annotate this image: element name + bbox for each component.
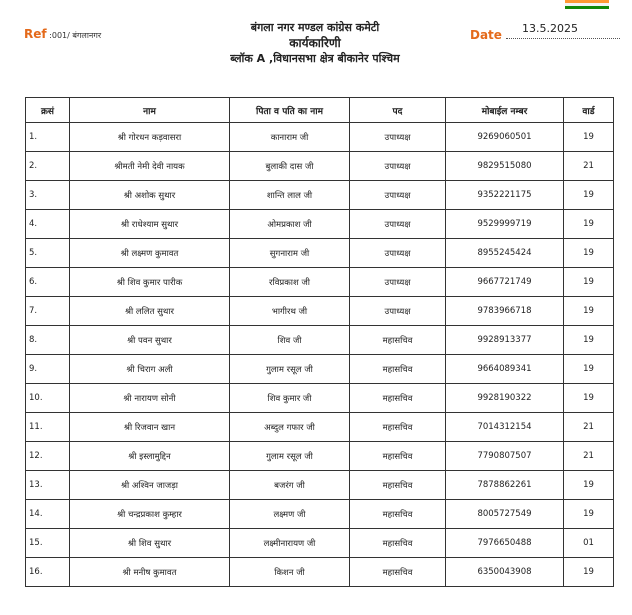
cell-name: श्री शिव सुथार — [70, 529, 230, 558]
cell-ward: 01 — [564, 529, 614, 558]
table-row — [26, 181, 614, 210]
cell-serial: 11. — [26, 413, 70, 442]
cell-post: उपाध्यक्ष — [350, 239, 446, 268]
cell-name: श्री लक्ष्मण कुमावत — [70, 239, 230, 268]
cell-ward: 19 — [564, 471, 614, 500]
cell-mobile: 9269060501 — [446, 123, 564, 152]
header-father-name: पिता व पति का नाम — [230, 98, 350, 123]
flag-strip — [565, 0, 609, 9]
table-row — [26, 239, 614, 268]
cell-father-name: शिव कुमार जी — [230, 384, 350, 413]
cell-post: उपाध्यक्ष — [350, 181, 446, 210]
cell-serial: 9. — [26, 355, 70, 384]
cell-father-name: बुलाकी दास जी — [230, 152, 350, 181]
committee-name: बंगला नगर मण्डल कांग्रेस कमेटी — [250, 21, 380, 34]
cell-post: महासचिव — [350, 529, 446, 558]
header-mobile: मोबाईल नम्बर — [446, 98, 564, 123]
cell-ward: 19 — [564, 239, 614, 268]
cell-name: श्री मनीष कुमावत — [70, 558, 230, 587]
cell-post: उपाध्यक्ष — [350, 297, 446, 326]
cell-post: महासचिव — [350, 355, 446, 384]
cell-serial: 2. — [26, 152, 70, 181]
cell-ward: 19 — [564, 355, 614, 384]
cell-mobile: 9529999719 — [446, 210, 564, 239]
block-constituency: ब्लॉक A ,विधानसभा क्षेत्र बीकानेर पश्चिम — [230, 52, 400, 65]
cell-post: महासचिव — [350, 471, 446, 500]
table-header-row — [26, 98, 614, 123]
cell-name: श्री रिजवान खान — [70, 413, 230, 442]
date-label: Date — [470, 28, 502, 42]
cell-mobile: 9928913377 — [446, 326, 564, 355]
date-field — [470, 22, 620, 42]
cell-serial: 10. — [26, 384, 70, 413]
cell-father-name: शिव जी — [230, 326, 350, 355]
cell-name: श्री अश्विन जाजड़ा — [70, 471, 230, 500]
cell-serial: 4. — [26, 210, 70, 239]
table-row — [26, 529, 614, 558]
cell-ward: 19 — [564, 384, 614, 413]
table-row — [26, 355, 614, 384]
cell-mobile: 9667721749 — [446, 268, 564, 297]
cell-name: श्री चन्द्रप्रकाश कुम्हार — [70, 500, 230, 529]
cell-name: श्री राधेश्याम सुथार — [70, 210, 230, 239]
header-post: पद — [350, 98, 446, 123]
flag-green-band — [565, 6, 609, 9]
cell-ward: 19 — [564, 268, 614, 297]
cell-serial: 16. — [26, 558, 70, 587]
header-name: नाम — [70, 98, 230, 123]
cell-serial: 14. — [26, 500, 70, 529]
cell-father-name: गुलाम रसूल जी — [230, 355, 350, 384]
cell-name: श्रीमती नेमी देवी नायक — [70, 152, 230, 181]
cell-ward: 21 — [564, 442, 614, 471]
table-row — [26, 123, 614, 152]
cell-mobile: 8005727549 — [446, 500, 564, 529]
cell-name: श्री इस्लामुद्दिन — [70, 442, 230, 471]
cell-serial: 15. — [26, 529, 70, 558]
cell-father-name: लक्ष्मण जी — [230, 500, 350, 529]
cell-post: महासचिव — [350, 384, 446, 413]
cell-ward: 19 — [564, 123, 614, 152]
cell-father-name: रविप्रकाश जी — [230, 268, 350, 297]
cell-name: श्री नारायण सोनी — [70, 384, 230, 413]
cell-serial: 12. — [26, 442, 70, 471]
header-serial: क्रसं — [26, 98, 70, 123]
member-table — [25, 97, 614, 587]
cell-mobile: 7790807507 — [446, 442, 564, 471]
cell-name: श्री अशोक सुथार — [70, 181, 230, 210]
cell-name: श्री चिराग अली — [70, 355, 230, 384]
cell-ward: 21 — [564, 413, 614, 442]
cell-serial: 6. — [26, 268, 70, 297]
cell-father-name: ओमप्रकाश जी — [230, 210, 350, 239]
cell-name: श्री शिव कुमार पारीक — [70, 268, 230, 297]
table-row — [26, 413, 614, 442]
cell-mobile: 8955245424 — [446, 239, 564, 268]
table-row — [26, 442, 614, 471]
reference — [24, 27, 101, 41]
table-body — [26, 123, 614, 587]
cell-ward: 19 — [564, 181, 614, 210]
cell-post: महासचिव — [350, 413, 446, 442]
cell-serial: 5. — [26, 239, 70, 268]
cell-name: श्री गोरधन कड़वासरा — [70, 123, 230, 152]
cell-ward: 21 — [564, 152, 614, 181]
cell-mobile: 9783966718 — [446, 297, 564, 326]
cell-serial: 13. — [26, 471, 70, 500]
cell-father-name: सुगनाराम जी — [230, 239, 350, 268]
cell-father-name: अब्दुल गफार जी — [230, 413, 350, 442]
cell-mobile: 7878862261 — [446, 471, 564, 500]
reference-label: Ref — [24, 27, 47, 41]
cell-father-name: शान्ति लाल जी — [230, 181, 350, 210]
cell-father-name: गुलाम रसूल जी — [230, 442, 350, 471]
cell-post: महासचिव — [350, 558, 446, 587]
cell-post: उपाध्यक्ष — [350, 268, 446, 297]
letter-heading — [170, 21, 460, 66]
table-row — [26, 384, 614, 413]
cell-mobile: 9352221175 — [446, 181, 564, 210]
cell-ward: 19 — [564, 210, 614, 239]
table-row — [26, 471, 614, 500]
cell-ward: 19 — [564, 500, 614, 529]
cell-serial: 3. — [26, 181, 70, 210]
header-ward: वार्ड — [564, 98, 614, 123]
date-dotted-line — [506, 38, 620, 39]
cell-serial: 1. — [26, 123, 70, 152]
cell-father-name: भागीरथ जी — [230, 297, 350, 326]
cell-father-name: किशन जी — [230, 558, 350, 587]
cell-name: श्री पवन सुथार — [70, 326, 230, 355]
cell-ward: 19 — [564, 297, 614, 326]
cell-ward: 19 — [564, 558, 614, 587]
cell-post: उपाध्यक्ष — [350, 152, 446, 181]
cell-father-name: कानाराम जी — [230, 123, 350, 152]
cell-ward: 19 — [564, 326, 614, 355]
reference-value: :001/ बंगलानगर — [49, 31, 102, 40]
table-row — [26, 558, 614, 587]
cell-serial: 7. — [26, 297, 70, 326]
cell-post: उपाध्यक्ष — [350, 210, 446, 239]
date-value: 13.5.2025 — [522, 22, 578, 35]
cell-post: महासचिव — [350, 442, 446, 471]
cell-post: महासचिव — [350, 500, 446, 529]
cell-father-name: लक्ष्मीनारायण जी — [230, 529, 350, 558]
cell-post: उपाध्यक्ष — [350, 123, 446, 152]
cell-post: महासचिव — [350, 326, 446, 355]
table-row — [26, 152, 614, 181]
cell-mobile: 7976650488 — [446, 529, 564, 558]
cell-mobile: 9928190322 — [446, 384, 564, 413]
cell-mobile: 6350043908 — [446, 558, 564, 587]
table-row — [26, 326, 614, 355]
cell-mobile: 9664089341 — [446, 355, 564, 384]
cell-mobile: 7014312154 — [446, 413, 564, 442]
table-row — [26, 297, 614, 326]
cell-name: श्री ललित सुथार — [70, 297, 230, 326]
document-title: कार्यकारिणी — [289, 36, 341, 50]
cell-father-name: बजरंग जी — [230, 471, 350, 500]
cell-serial: 8. — [26, 326, 70, 355]
table-row — [26, 500, 614, 529]
table-row — [26, 268, 614, 297]
cell-mobile: 9829515080 — [446, 152, 564, 181]
table-row — [26, 210, 614, 239]
